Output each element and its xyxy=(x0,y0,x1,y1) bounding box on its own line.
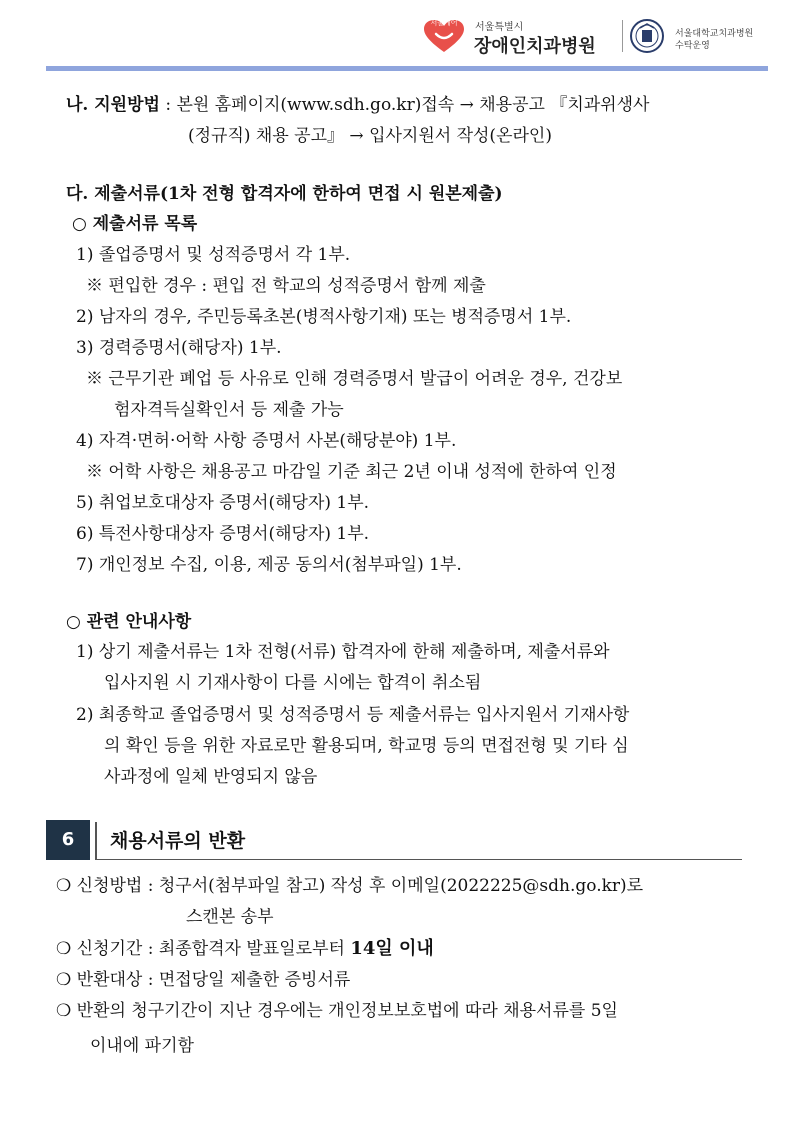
document-item: 7) 개인정보 수집, 이용, 제공 동의서(첨부파일) 1부. xyxy=(76,555,462,575)
section-title-divider xyxy=(95,822,97,860)
document-item: 6) 특전사항대상자 증명서(해당자) 1부. xyxy=(76,524,370,544)
document-item: 2) 남자의 경우, 주민등록초본(병적사항기재) 또는 병적증명서 1부. xyxy=(76,307,572,327)
application-method-line2: (정규직) 채용 공고』 → 입사지원서 작성(온라인) xyxy=(188,126,552,146)
section-underline xyxy=(96,859,742,860)
application-method-line1: : 본원 홈페이지(www.sdh.go.kr)접속 → 채용공고 『치과위생사 xyxy=(165,95,650,115)
return-method-line2: 스캔본 송부 xyxy=(186,907,274,927)
hospital-name: 장애인치과병원 xyxy=(474,36,596,57)
return-expiry-line1: ❍ 반환의 청구기간이 지난 경우에는 개인정보보호법에 따라 채용서류를 5일 xyxy=(56,1001,618,1021)
document-item: 5) 취업보호대상자 증명서(해당자) 1부. xyxy=(76,493,370,513)
section-title: 채용서류의 반환 xyxy=(110,830,246,852)
return-period-deadline: 14일 이내 xyxy=(350,938,434,959)
return-target: ❍ 반환대상 : 면접당일 제출한 증빙서류 xyxy=(56,970,351,990)
documents-heading: 다. 제출서류(1차 전형 합격자에 한하여 면접 시 원본제출) xyxy=(66,184,503,204)
return-period-prefix: ❍ 신청기간 : 최종합격자 발표일로부터 xyxy=(56,939,345,959)
document-note-cont: 험자격득실확인서 등 제출 가능 xyxy=(114,400,344,420)
document-item: 1) 졸업증명서 및 성적증명서 각 1부. xyxy=(76,245,351,265)
org-small-label: 서울특별시 xyxy=(475,22,524,33)
notice-item-cont: 사과정에 일체 반영되지 않음 xyxy=(104,767,318,787)
notice-title: ○ 관련 안내사항 xyxy=(66,612,192,632)
university-operation-label: 수탁운영 xyxy=(675,41,710,51)
return-method-line1: ❍ 신청방법 : 청구서(첨부파일 참고) 작성 후 이메일(2022225@sdh.go.kr)로 xyxy=(56,876,644,896)
header-divider xyxy=(622,20,623,52)
university-emblem-icon xyxy=(628,18,666,54)
section-number: 6 xyxy=(61,829,75,850)
return-expiry-line2: 이내에 파기함 xyxy=(90,1036,194,1056)
document-item: 3) 경력증명서(해당자) 1부. xyxy=(76,338,282,358)
document-note: ※ 근무기관 폐업 등 사유로 인해 경력증명서 발급이 어려운 경우, 건강보 xyxy=(86,369,623,389)
notice-item-cont: 입사지원 시 기재사항이 다를 시에는 합격이 취소됨 xyxy=(104,673,482,693)
document-note: ※ 편입한 경우 : 편입 전 학교의 성적증명서 함께 제출 xyxy=(86,276,486,296)
documents-list-title: ○ 제출서류 목록 xyxy=(72,214,198,234)
notice-item: 1) 상기 제출서류는 1차 전형(서류) 합격자에 한해 제출하며, 제출서류와 xyxy=(76,642,610,662)
logo-badge-text: 서울케어 xyxy=(430,19,458,27)
return-period xyxy=(56,939,434,959)
header-rule xyxy=(46,66,768,71)
application-method-row xyxy=(66,95,649,115)
notice-item-cont: 의 확인 등을 위한 자료로만 활용되며, 학교명 등의 면접전형 및 기타 심 xyxy=(104,736,629,756)
document-item: 4) 자격·면허·어학 사항 증명서 사본(해당분야) 1부. xyxy=(76,431,457,451)
notice-item: 2) 최종학교 졸업증명서 및 성적증명서 등 제출서류는 입사지원서 기재사항 xyxy=(76,705,630,725)
application-method-heading: 나. 지원방법 xyxy=(66,95,160,115)
document-note: ※ 어학 사항은 채용공고 마감일 기준 최근 2년 이내 성적에 한하여 인정 xyxy=(86,462,617,482)
university-name: 서울대학교치과병원 xyxy=(675,29,754,39)
